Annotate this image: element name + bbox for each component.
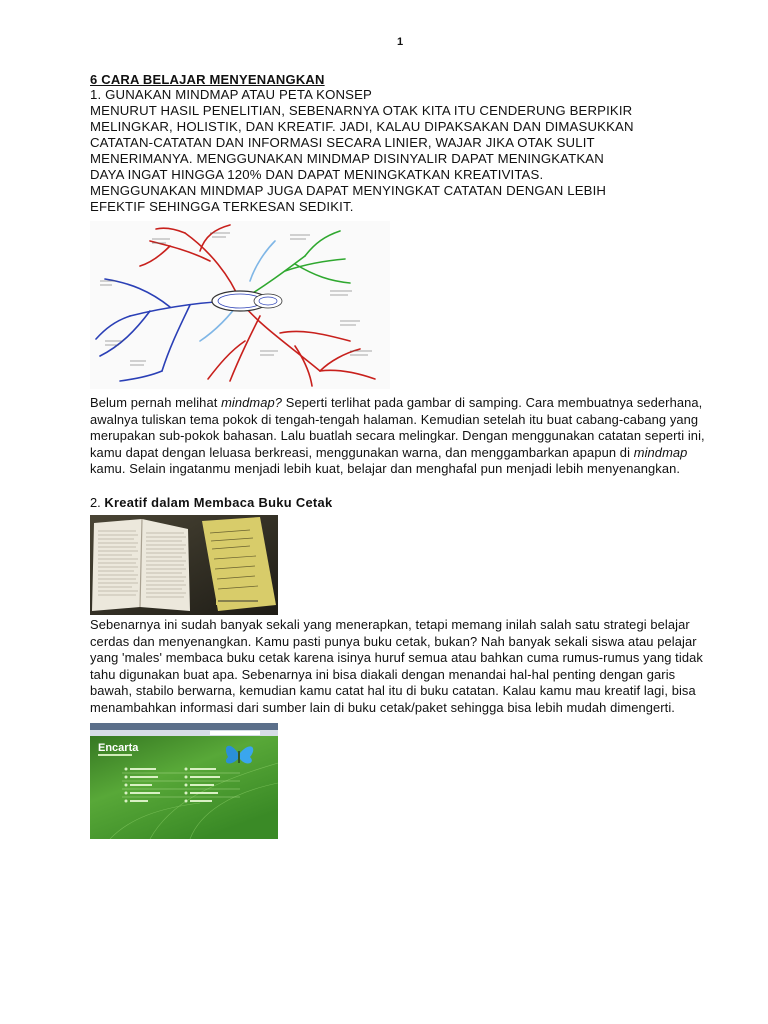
section-1-line: CATATAN-CATATAN DAN INFORMASI SECARA LINIER, WAJAR JIKA OTAK SULIT — [90, 135, 595, 150]
section-1-line: EFEKTIF SEHINGGA TERKESAN SEDIKIT. — [90, 199, 354, 214]
paragraph-emphasis: mindmap? — [221, 395, 283, 410]
section-1-line: DAYA INGAT HINGGA 120% DAN DAPAT MENINGKATKAN KREATIVITAS. — [90, 167, 544, 182]
section-1-line: MENERIMANYA. MENGGUNAKAN MINDMAP DISINYALIR DAPAT MENINGKATKAN — [90, 151, 604, 166]
section-1-title: 1. GUNAKAN MINDMAP ATAU PETA KONSEP — [90, 87, 373, 102]
encarta-screenshot — [90, 723, 278, 839]
section-1 — [90, 87, 720, 215]
book-photo — [90, 515, 278, 615]
paragraph-text: Seperti terlihat pada gambar di samping. Cara membuatnya sederhana, awalnya tuliskan tema pokok di tengah-tengah halaman. Kemudian setelah itu buat cabang-cabang yang merupakan sub-pokok bahasan. Lalu buatlah secara melingkar. Dengan menggunakan catatan seperti ini, kamu dapat dengan leluasa berkreasi, menggunakan warna, dan menggambarkan apapun di — [90, 395, 705, 460]
page-number: 1 — [396, 36, 404, 48]
paragraph-emphasis: mindmap — [633, 444, 688, 460]
document-heading: 6 CARA BELAJAR MENYENANGKAN — [90, 72, 325, 87]
mindmap-image — [90, 221, 390, 389]
document-body — [90, 72, 720, 839]
section-1-paragraph — [90, 395, 720, 478]
book-photo-drawing — [90, 515, 278, 615]
section-2-title-text: Kreatif dalam Membaca Buku Cetak — [104, 494, 333, 510]
section-2-number: 2. — [90, 494, 105, 510]
encarta-logo: Encarta — [98, 741, 139, 754]
encarta-drawing — [90, 723, 278, 839]
section-1-line: MENURUT HASIL PENELITIAN, SEBENARNYA OTAK KITA ITU CENDERUNG BERPIKIR — [90, 103, 633, 118]
paragraph-text: Belum pernah melihat — [90, 395, 222, 410]
mindmap-drawing — [90, 221, 390, 389]
section-2-title — [90, 495, 720, 511]
section-1-line: MELINGKAR, HOLISTIK, DAN KREATIF. JADI, KALAU DIPAKSAKAN DAN DIMASUKKAN — [90, 119, 634, 134]
section-2-paragraph: Sebenarnya ini sudah banyak sekali yang menerapkan, tetapi memang inilah salah satu strategi belajar cerdas dan menyenangkan. Kamu pasti punya buku cetak, bukan? Nah banyak sekali siswa atau pelajar yang 'males' membaca buku cetak karena isinya huruf semua atau bahkan cuma rumus-rumus yang tidak tahu digunakan buat apa. Sebenarnya ini bisa diakali dengan menandai hal-hal penting dengan garis bawah, stabilo berwarna, kemudian kamu catat hal itu di buku catatan. Kalau kamu mau kreatif lagi, bisa menambahkan informasi dari sumber lain di buku cetak/paket sehingga bisa lebih mudah dimengerti. — [90, 616, 703, 715]
paragraph-text: kamu. Selain ingatanmu menjadi lebih kuat, belajar dan menghafal pun menjadi lebih menyenangkan. — [90, 461, 681, 477]
section-1-line: MENGGUNAKAN MINDMAP JUGA DAPAT MENYINGKAT CATATAN DENGAN LEBIH — [90, 183, 607, 198]
